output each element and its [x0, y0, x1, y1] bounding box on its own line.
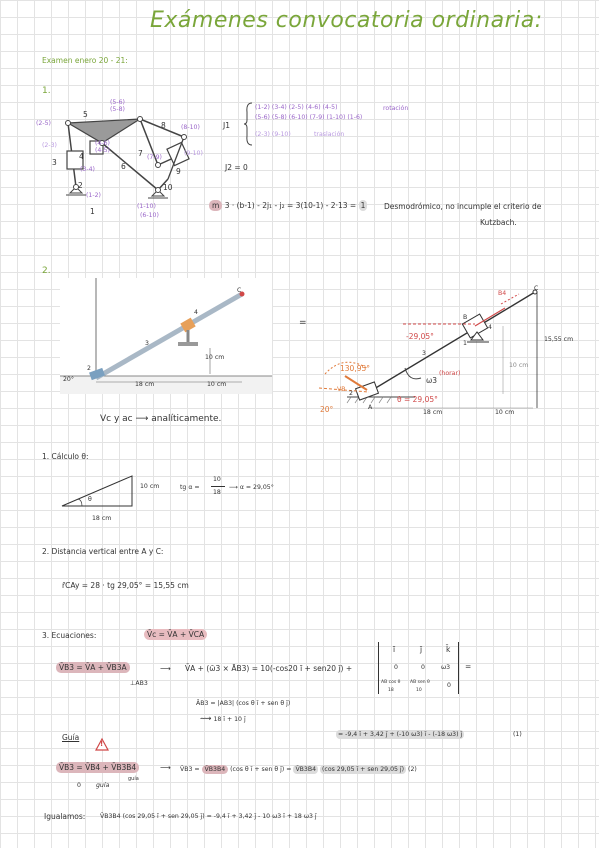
guia-note: guía: [96, 782, 110, 789]
joint-label: (5-8): [110, 106, 125, 113]
joint-label: (3-4): [80, 166, 95, 173]
scheme-angle-130: 130,95°: [340, 364, 370, 373]
scheme-dim-18: 18 cm: [423, 409, 443, 416]
j1-label: J1: [223, 121, 230, 130]
det-r3c2: AB sen θ: [410, 680, 430, 685]
link-6-label: 6: [121, 162, 126, 171]
figure-label-2: 2: [87, 365, 91, 372]
vb3-result-b: V̄B3B4: [202, 765, 229, 774]
distance-equation: r̄CAy = 28 · tg 29,05° = 15,55 cm: [62, 581, 189, 590]
figure-dim-18: 18 cm: [135, 381, 155, 388]
section-1-title: 1. Cálculo θ:: [42, 452, 89, 461]
section-3-title: 3. Ecuaciones:: [42, 631, 97, 640]
figure-angle: 20°: [63, 376, 74, 383]
joint-label: (2-5): [36, 120, 51, 127]
vb3-result-e: (cos 29,05 ī + sen 29,05 j̄): [322, 766, 405, 773]
guia-subscript: guía: [128, 776, 139, 782]
j1-rotation-line1: (1-2) (3-4) (2-5) (4-6) (4-5): [255, 104, 338, 111]
mobility-result: 1: [360, 201, 366, 210]
vb3-result-a: V̄B3 =: [180, 766, 200, 773]
det-r3c1: AB cos θ: [381, 680, 401, 685]
problem-2-number: 2.: [42, 266, 51, 276]
scheme-dim-10-horizontal: 10 cm: [495, 409, 515, 416]
joint-label: (1-2): [86, 192, 101, 199]
triangle-side-10: 10 cm: [140, 483, 160, 490]
section-2-title: 2. Distancia vertical entre A y C:: [42, 547, 164, 556]
link-9-label: 9: [176, 167, 181, 176]
vb3-equation: V̄B3 = V̄A + V̄B3A: [56, 662, 130, 673]
joint-label: (9-10): [184, 150, 203, 157]
result-1-tag: (1): [513, 731, 522, 738]
problem-figure-drawing: [60, 278, 272, 394]
scheme-angle-20: 20°: [320, 405, 334, 414]
scheme-label-a: A: [368, 404, 373, 411]
zero-note: 0: [77, 782, 81, 789]
joint-label: (4-5): [95, 147, 110, 154]
link-7-label: 7: [138, 149, 143, 158]
ab3-vector: 18 ī + 10 j̄: [213, 716, 246, 723]
conclusion-line-1: Desmodrómico, no incumple el criterio de: [384, 202, 542, 211]
joint-label: (7-9): [147, 154, 162, 161]
tangent-denominator: 18: [213, 489, 221, 496]
link-2-label: 2: [78, 181, 83, 190]
figure-label-4: 4: [194, 309, 198, 316]
angle-triangle: [60, 472, 136, 510]
triangle-theta: θ: [88, 496, 92, 503]
link-10-label: 10: [163, 183, 173, 192]
scheme-label-3: 3: [422, 350, 426, 357]
scheme-label-2: 2: [349, 390, 353, 397]
det-r3c3: 0: [447, 682, 451, 689]
problem-1-number: 1.: [42, 86, 51, 96]
j1-rotation-line2: (5-6) (5-8) (6-10) (7-9) (1-10) (1-6): [255, 114, 363, 121]
perpendicular-note: ⊥AB3: [130, 680, 148, 687]
joint-label: (2-3): [42, 142, 57, 149]
j2-value: J2 = 0: [225, 163, 248, 172]
scheme-label-c: C: [534, 285, 539, 292]
j1-brace: [244, 102, 254, 146]
tangent-numerator: 10: [213, 476, 221, 483]
equals-sign: =: [299, 318, 307, 328]
mobility-label: m: [209, 200, 222, 211]
vb3-result-line: [180, 766, 417, 773]
figure-dim-10-vertical: 10 cm: [205, 354, 225, 361]
fraction-bar: [211, 486, 225, 487]
arrow-1: ⟶: [160, 664, 171, 673]
page-title: Exámenes convocatoria ordinaria:: [150, 8, 543, 33]
arrow-2: ⟶: [160, 763, 171, 772]
joint-label: (1-10): [137, 203, 156, 210]
result-2-tag: (2): [408, 766, 417, 773]
mechanism-diagram: [40, 95, 230, 220]
problem-goal: Vc y ac ⟶ analíticamente.: [100, 414, 222, 424]
vb3-result-c: (cos θ ī + sen θ j̄) =: [230, 766, 292, 773]
link-1-label: 1: [90, 207, 95, 216]
det-r2c3: ω3: [441, 664, 451, 671]
det-r3b-c1: 18: [388, 688, 394, 693]
link-4-label: 4: [79, 152, 84, 161]
scheme-omega: ω3: [426, 376, 438, 385]
scheme-label-b: B: [463, 314, 468, 321]
joint-label: (8-10): [181, 124, 200, 131]
figure-label-3: 3: [145, 340, 149, 347]
result-1: = -9,4 ī + 3,42 j̄ + (-10 ω3) ī - (-18 ω3) j̄: [338, 731, 463, 738]
ab3-value: ⟿ 18 ī + 10 j̄: [200, 714, 246, 723]
det-r2c2: 0: [421, 664, 425, 671]
scheme-label-4: 4: [488, 324, 492, 331]
joint-label: (5-6): [110, 99, 125, 106]
warning-mark: !: [100, 740, 104, 748]
mobility-formula: 3 · (b-1) - 2j₁ - j₂ = 3(10-1) - 2·13 =: [224, 201, 357, 210]
scheme-label-vb: VB: [337, 386, 346, 393]
determinant-left-bar: [378, 642, 379, 694]
translation-label: traslación: [314, 131, 345, 138]
det-r2c1: 0: [394, 664, 398, 671]
scheme-horar: (horar): [439, 370, 461, 377]
joint-label: (6-10): [140, 212, 159, 219]
joint-label: (4-6): [95, 140, 110, 147]
det-k: k̄: [446, 645, 451, 654]
vb3-expansion: V̄A + (ω̄3 × ĀB3) = 10(-cos20 ī + sen20 j̄) +: [185, 664, 353, 673]
det-j: j̄: [420, 645, 423, 654]
scheme-dim-1555: 15,55 cm: [544, 336, 574, 343]
kinematic-scheme: [305, 282, 585, 417]
link-8-label: 8: [161, 121, 166, 130]
rotation-label: rotación: [383, 105, 409, 112]
tangent-result: ⟶ α = 29,05°: [229, 484, 274, 491]
det-i: ī: [393, 645, 396, 654]
scheme-theta: θ = 29,05°: [397, 395, 438, 404]
triangle-side-18: 18 cm: [92, 515, 112, 522]
final-equation: V̄B3B4 (cos 29,05 ī + sen 29,05 j̄) = -9,4 ī + 3,42 j̄ - 10 ω3 ī + 18 ω3 j̄: [100, 813, 317, 820]
scheme-label-b4: B4: [498, 290, 507, 297]
det-equals: =: [465, 662, 472, 671]
determinant-right-bar: [458, 642, 459, 694]
igualamos-label: Igualamos:: [44, 812, 86, 821]
conclusion-line-2: Kutzbach.: [480, 218, 517, 227]
figure-label-c: C: [237, 287, 242, 294]
guia-label: Guía: [62, 733, 80, 742]
scheme-angle-neg29: -29,05°: [406, 332, 434, 341]
exam-label: Examen enero 20 - 21:: [42, 56, 128, 65]
tangent-formula: tg α =: [180, 484, 200, 491]
scheme-label-1: 1: [463, 340, 467, 347]
vc-equation: V̄c = V̄A + V̄CA: [144, 629, 207, 640]
mobility-equation: [209, 201, 367, 210]
link-3-label: 3: [52, 158, 57, 167]
j1-translation-line: (2-3) (9-10): [255, 131, 291, 138]
det-r3b-c2: 10: [416, 688, 422, 693]
figure-dim-10-horizontal: 10 cm: [207, 381, 227, 388]
vb3-guide-equation: V̄B3 = V̄B4 + V̄B3B4: [56, 762, 139, 773]
vb3-result-d: V̄B3B4: [295, 766, 317, 773]
link-5-label: 5: [83, 110, 88, 119]
ab3-equation: ĀB3 = |AB3| (cos θ ī + sen θ j̄): [196, 700, 291, 707]
scheme-dim-10-vertical: 10 cm: [509, 362, 529, 369]
